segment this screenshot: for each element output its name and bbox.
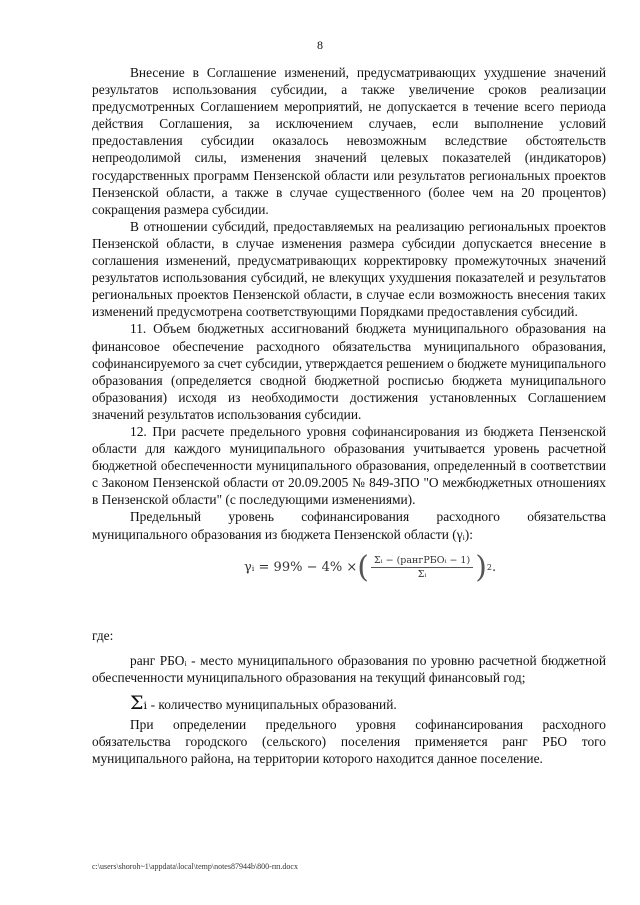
sigma-description: - количество муниципальных образований. [147, 696, 397, 712]
paragraph-regional-projects: В отношении субсидий, предоставляемых на реализацию региональных проектов Пензенской области, в случае изменения размера субсидии допускается внесение в соглашения изменений, предусматривающих корректировку промежуточных значений результатов использования субсидий, не влекущих ухудшения показателей и результатов региональных проектов Пензенской области, в случае если возможность внесения таких изменений предусмотрена соответствующими Порядками предоставления субсидий. [92, 218, 606, 320]
formula-denominator: Σᵢ [417, 569, 427, 581]
paragraph-settlement-rank: При определении предельного уровня софинансирования расходного обязательства городского (сельского) поселения применяется ранг РБО того муниципального района, на территории которого находится данное поселение. [92, 716, 606, 767]
where-label: где: [92, 627, 114, 643]
formula-period: . [492, 560, 497, 576]
paragraph-item-11: 11. Объем бюджетных ассигнований бюджета муниципального образования на финансовое обеспечение расходного обязательства муниципального образования, софинансируемого за счет субсидии, утверждается решением о бюджете муниципального образования (определяется сводной бюджетной росписью бюджета муниципального образования) исходя из необходимости достижения установленных Соглашением значений результатов использования субсидии. [92, 321, 606, 422]
definition-sigma [92, 692, 606, 716]
formula-open-paren: ( [357, 549, 369, 585]
sigma-symbol: Σᵢ [130, 691, 148, 714]
formula-lhs: γᵢ = 99% − 4% × [244, 560, 358, 576]
formula-fraction [371, 555, 473, 580]
document-body [92, 64, 606, 767]
paragraph-limit-level: Предельный уровень софинансирования расходного обязательства муниципального образования из бюджета Пензенской области (γᵢ): [92, 509, 606, 542]
paragraph-item-12: 12. При расчете предельного уровня софинансирования из бюджета Пензенской области для каждого муниципального образования учитывается уровень расчетной бюджетной обеспеченности муниципального образования, определенный в соответствии с Законом Пензенской области от 20.09.2005 № 849-ЗПО "О межбюджетных отношениях в Пензенской области" (с последующими изменениями). [92, 423, 606, 508]
formula-exponent: 2 [486, 563, 492, 573]
footer-file-path: c:\users\shoroh~1\appdata\local\temp\notes87944b\800-пп.docx [92, 862, 298, 871]
formula-close-paren: ) [475, 549, 487, 585]
formula-numerator: Σᵢ − (рангРБОᵢ − 1) [371, 555, 473, 568]
cofinancing-formula [92, 547, 606, 603]
page-number: 8 [317, 38, 323, 52]
paragraph-agreement-changes: Внесение в Соглашение изменений, предусматривающих ухудшение значений результатов использования субсидии, а также увеличение сроков реализации предусмотренных Соглашением мероприятий, не допускается в течение всего периода действия Соглашения, за исключением случаев, если выполнение условий предоставления субсидии оказалось невозможным вследствие обстоятельств непреодолимой силы, изменения значений целевых показателей (индикаторов) государственных программ Пензенской области или результатов региональных проектов Пензенской области, а также в случае существенного (более чем на 20 процентов) сокращения размера субсидии. [92, 65, 606, 217]
definition-rank-rbo: ранг РБОᵢ - место муниципального образования по уровню расчетной бюджетной обеспеченности муниципального образования на текущий финансовый год; [92, 652, 606, 685]
